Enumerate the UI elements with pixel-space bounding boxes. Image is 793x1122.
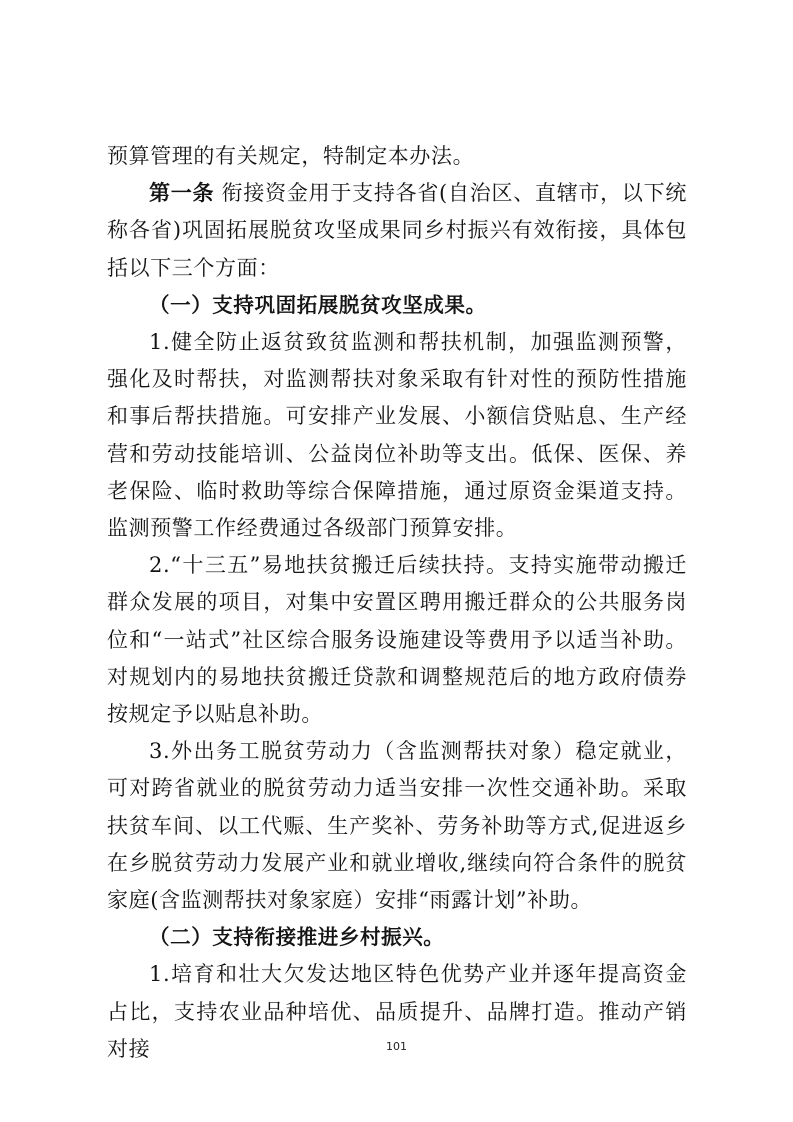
paragraph-item-1-3: 3.外出务工脱贫劳动力（含监测帮扶对象）稳定就业，可对跨省就业的脱贫劳动力适当安排一次性交通补助。采取扶贫车间、以工代赈、生产奖补、劳务补助等方式,促进返乡在乡脱贫劳动力发展产业和就业增收,继续向符合条件的脱贫家庭(含监测帮扶对象家庭）安排“雨露计划”补助。 bbox=[107, 739, 687, 913]
page-number: 101 bbox=[386, 1040, 407, 1053]
paragraph-item-1-1: 1.健全防止返贫致贫监测和帮扶机制，加强监测预警，强化及时帮扶，对监测帮扶对象采取有针对性的预防性措施和事后帮扶措施。可安排产业发展、小额信贷贴息、生产经营和劳动技能培训、公益岗位补助等支出。低保、医保、养老保险、临时救助等综合保障措施，通过原资金渠道支持。监测预警工作经费通过各级部门预算安排。 bbox=[107, 330, 687, 541]
paragraph-intro-continued: 预算管理的有关规定，特制定本办法。 bbox=[107, 144, 475, 168]
section-heading-1: （一）支持巩固拓展脱贫攻坚成果。 bbox=[149, 292, 487, 317]
section-heading-2: （二）支持衔接推进乡村振兴。 bbox=[149, 925, 445, 950]
article-label: 第一条 bbox=[149, 181, 215, 206]
paragraph-item-2-1: 1.培育和壮大欠发达地区特色优势产业并逐年提高资金占比，支持农业品种培优、品质提升、品牌打造。推动产销对接 bbox=[107, 962, 687, 1061]
paragraph-article-1 bbox=[107, 175, 687, 287]
paragraph-item-1-2: 2.“十三五”易地扶贫搬迁后续扶持。支持实施带动搬迁群众发展的项目，对集中安置区聘用搬迁群众的公共服务岗位和“一站式”社区综合服务设施建设等费用予以适当补助。对规划内的易地扶贫搬迁贷款和调整规范后的地方政府债券按规定予以贴息补助。 bbox=[107, 553, 687, 727]
article-1-text: 衔接资金用于支持各省(自治区、直辖市，以下统称各省)巩固拓展脱贫攻坚成果同乡村振兴有效衔接，具体包括以下三个方面： bbox=[107, 181, 687, 280]
body-text bbox=[107, 138, 687, 1068]
